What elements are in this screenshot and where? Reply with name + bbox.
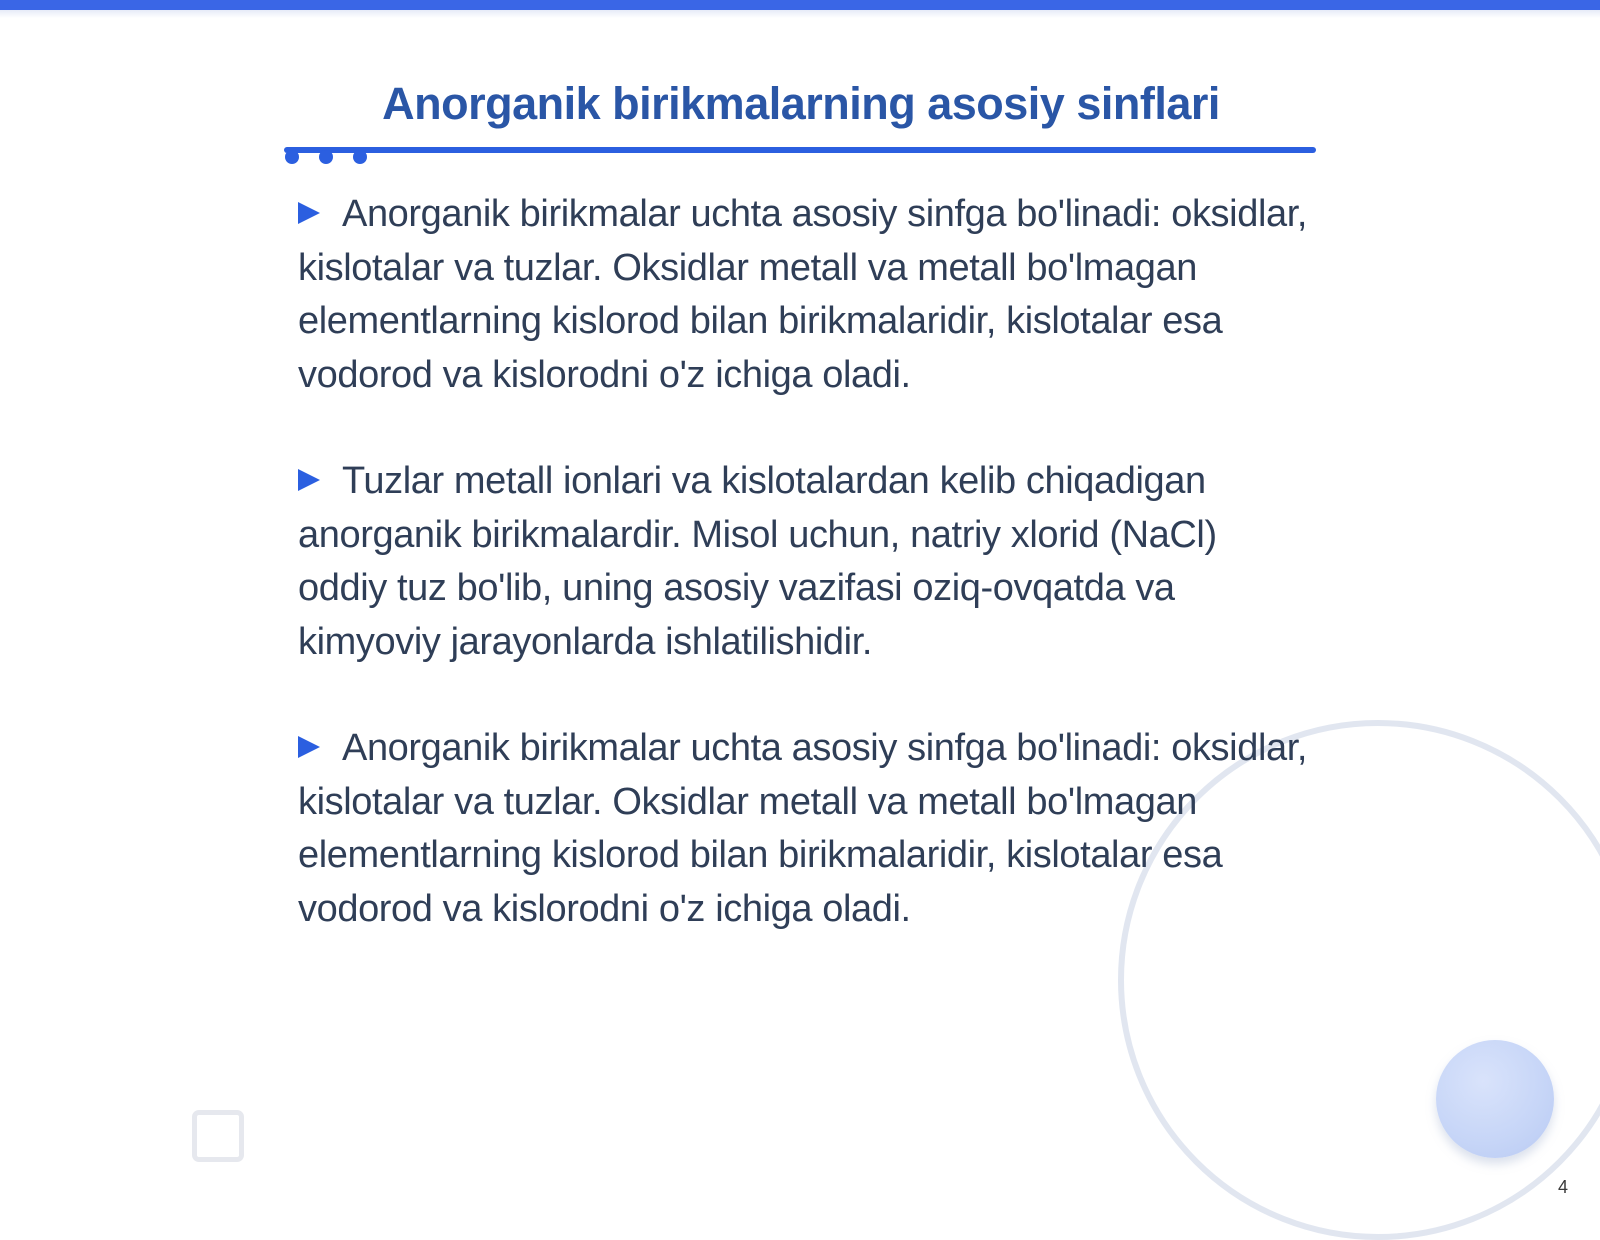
right-triangle-bullet-icon: [298, 202, 320, 224]
bullet-paragraph-text: Tuzlar metall ionlari va kislotalardan kelib chiqadigan anorganik birikmalardir. Misol uchun, natriy xlorid (NaCl) oddiy tuz bo'lib, uning asosiy vazifasi oziq-ovqatda va kimyoviy jarayonlarda ishlatilishidir.: [298, 460, 1217, 663]
title-underline-dot: [285, 150, 299, 164]
decorative-square: [192, 1110, 244, 1162]
page-number: 4: [1557, 1177, 1568, 1197]
bullet-paragraph-text: Anorganik birikmalar uchta asosiy sinfga bo'linadi: oksidlar, kislotalar va tuzlar. Oksidlar metall va metall bo'lmagan elementlarning kislorod bilan birikmalaridir, kislotalar esa vodorod va kislorodni o'z ichiga oladi.: [298, 193, 1308, 396]
slide-title: Anorganik birikmalarning asosiy sinflari: [382, 78, 1220, 129]
bullet-paragraph: [298, 722, 1308, 936]
title-underline-dot: [319, 150, 333, 164]
title-underline-dot: [353, 150, 367, 164]
right-triangle-bullet-icon: [298, 469, 320, 491]
bullet-paragraph: [298, 455, 1308, 669]
bullet-paragraph: [298, 188, 1308, 402]
bullet-paragraph-text: Anorganik birikmalar uchta asosiy sinfga bo'linadi: oksidlar, kislotalar va tuzlar. Oksidlar metall va metall bo'lmagan elementlarning kislorod bilan birikmalaridir, kislotalar esa vodorod va kislorodni o'z ichiga oladi.: [298, 727, 1308, 930]
right-triangle-bullet-icon: [298, 736, 320, 758]
top-bar-shadow: [0, 10, 1600, 18]
slide-body: [298, 188, 1308, 989]
top-accent-bar: [0, 0, 1600, 10]
title-underline: [284, 147, 1316, 153]
decorative-disc: [1436, 1040, 1554, 1158]
